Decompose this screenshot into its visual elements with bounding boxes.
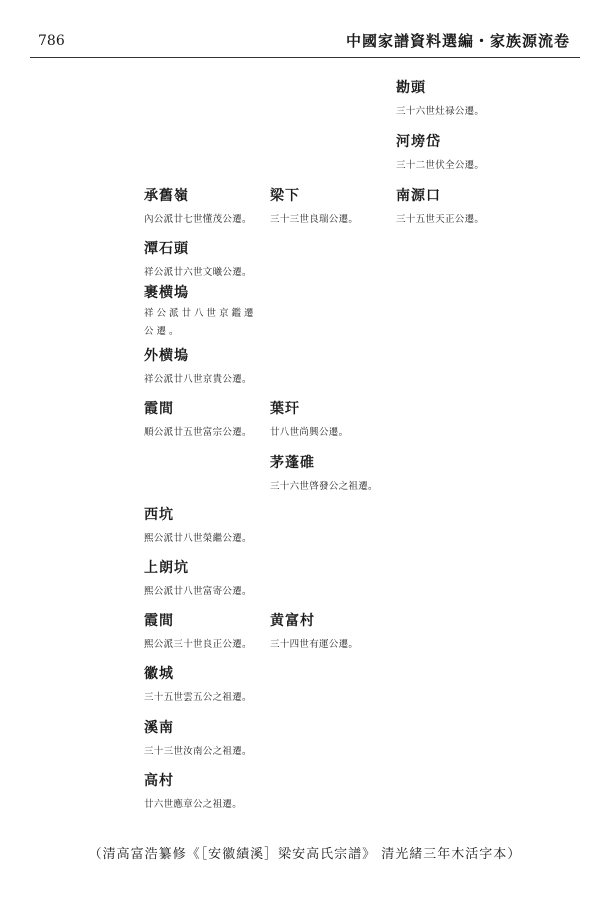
migration-note: 熙公派廿八世富寄公遷。 bbox=[144, 586, 252, 597]
place-name: 高村 bbox=[144, 773, 174, 789]
entry-kantou bbox=[396, 78, 484, 119]
header-rule bbox=[30, 57, 580, 58]
migration-note: 三十二世伏全公遷。 bbox=[396, 160, 485, 171]
migration-note: 三十六世灶禄公遷。 bbox=[396, 106, 485, 117]
place-name: 上朗坑 bbox=[144, 560, 189, 576]
place-name: 黄富村 bbox=[270, 613, 315, 629]
place-name: 勘頭 bbox=[396, 80, 426, 96]
entry-hebangdai bbox=[396, 132, 484, 173]
entry-huangfucun bbox=[270, 611, 358, 652]
migration-note: 廿六世應章公之祖遷。 bbox=[144, 799, 243, 810]
entry-gaocun bbox=[144, 771, 242, 812]
entry-waihengwu bbox=[144, 346, 252, 387]
migration-note: 順公派廿五世富宗公遷。 bbox=[144, 427, 252, 438]
migration-note: 熙公派廿八世榮繼公遷。 bbox=[144, 533, 252, 544]
entry-xinan bbox=[144, 718, 252, 759]
migration-note: 熙公派三十世良正公遷。 bbox=[144, 639, 252, 650]
place-name: 茅蓬碓 bbox=[270, 455, 315, 471]
migration-note: 三十三世良瑞公遷。 bbox=[270, 214, 359, 225]
entry-maopengdui bbox=[270, 453, 378, 494]
migration-note: 三十四世有運公遷。 bbox=[270, 639, 359, 650]
migration-note: 三十三世汝南公之祖遷。 bbox=[144, 746, 252, 757]
place-name: 溪南 bbox=[144, 720, 174, 736]
entry-yegan bbox=[270, 399, 348, 440]
migration-note: 祥公派廿八世京鑑遷公遷。 bbox=[144, 308, 257, 337]
place-name: 霞間 bbox=[144, 613, 174, 629]
place-name: 葉玕 bbox=[270, 401, 300, 417]
entry-xiajian-2 bbox=[144, 611, 252, 652]
entry-chengjiuling bbox=[144, 186, 252, 227]
entry-xiajian-1 bbox=[144, 399, 252, 440]
entry-xikeng bbox=[144, 505, 252, 546]
place-name: 承舊嶺 bbox=[144, 188, 189, 204]
migration-note: 祥公派廿八世京貴公遷。 bbox=[144, 374, 252, 385]
entry-tanshitou bbox=[144, 239, 252, 280]
running-head: 中國家譜資料選編・家族源流卷 bbox=[345, 32, 570, 50]
place-name: 徽城 bbox=[144, 666, 174, 682]
place-name: 河塝岱 bbox=[396, 134, 441, 150]
place-name: 裹横塢 bbox=[144, 285, 189, 301]
page-number: 786 bbox=[38, 33, 65, 49]
migration-note: 三十五世天正公遷。 bbox=[396, 214, 485, 225]
entry-nanyuankou bbox=[396, 186, 484, 227]
entry-huicheng bbox=[144, 664, 252, 705]
source-caption: （清高富浩纂修《［安徽績溪］梁安高氏宗譜》 清光緒三年木活字本） bbox=[88, 847, 522, 862]
place-name: 潭石頭 bbox=[144, 241, 189, 257]
place-name: 外横塢 bbox=[144, 348, 189, 364]
place-name: 霞間 bbox=[144, 401, 174, 417]
entry-liangxia bbox=[270, 186, 358, 227]
entry-shanglangkeng bbox=[144, 558, 252, 599]
migration-note: 內公派廿七世懂茂公遷。 bbox=[144, 214, 252, 225]
migration-note: 廿八世尚興公遷。 bbox=[270, 427, 349, 438]
place-name: 南源口 bbox=[396, 188, 441, 204]
place-name: 西坑 bbox=[144, 507, 174, 523]
place-name: 梁下 bbox=[270, 188, 300, 204]
migration-note: 祥公派廿六世文曦公遷。 bbox=[144, 267, 252, 278]
migration-note: 三十五世雲五公之祖遷。 bbox=[144, 692, 252, 703]
entry-lihengwu bbox=[144, 283, 264, 341]
migration-note: 三十六世啓發公之祖遷。 bbox=[270, 481, 378, 492]
